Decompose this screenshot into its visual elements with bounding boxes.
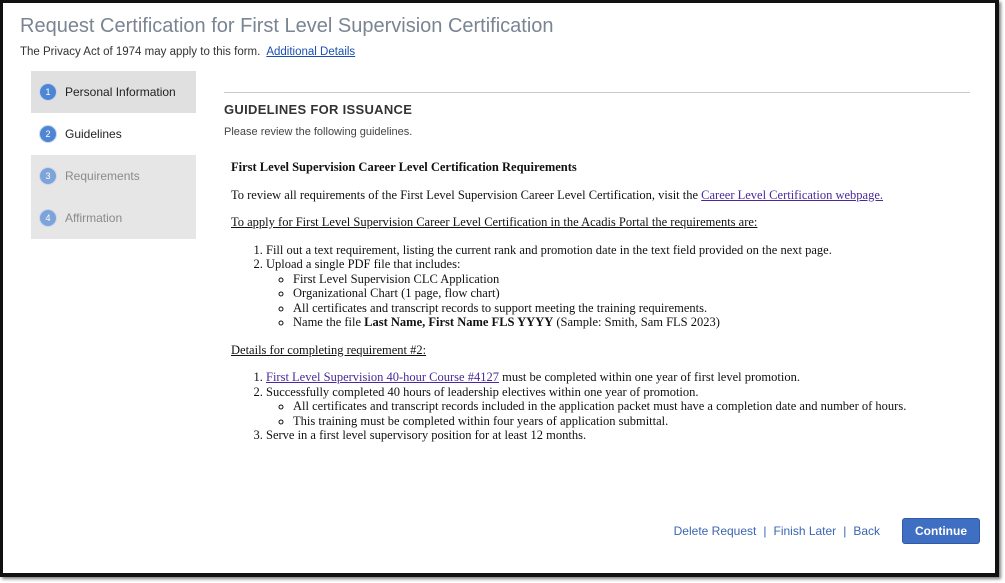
details-heading: Details for completing requirement #2: [231, 342, 427, 357]
section-divider [224, 92, 970, 93]
sub-list-item-text: Name the file [293, 315, 362, 329]
list-item [266, 428, 971, 443]
list-item-text: Serve in a first level supervisory position for at least 12 months. [266, 428, 587, 442]
file-name-format: Last Name, First Name FLS YYYY [364, 315, 554, 329]
step-number-icon: 3 [39, 167, 57, 185]
pdf-contents-list [266, 272, 971, 330]
list-item-text: must be completed within one year of first level promotion. [502, 370, 800, 384]
guidelines-content [231, 160, 971, 456]
step-number-icon: 2 [39, 125, 57, 143]
fls-course-link[interactable]: First Level Supervision 40-hour Course #4127 [266, 370, 499, 384]
list-item [266, 257, 971, 330]
list-item [266, 385, 971, 429]
details-sub-list [266, 399, 971, 428]
step-label: Personal Information [65, 85, 176, 99]
review-text: To review all requirements of the First Level Supervision Career Level Certification, visit the [231, 187, 699, 202]
apply-requirements-list [231, 243, 971, 330]
step-label: Guidelines [65, 127, 122, 141]
requirements-heading: First Level Supervision Career Level Certification Requirements [231, 160, 577, 174]
additional-details-link[interactable]: Additional Details [266, 46, 356, 58]
review-paragraph [231, 188, 971, 203]
sub-list-item: ◦ Organizational Chart (1 page, flow chart) [293, 286, 971, 301]
step-requirements[interactable] [31, 155, 196, 197]
step-label: Requirements [65, 169, 140, 183]
list-item [266, 370, 971, 385]
sub-list-item: ◦ All certificates and transcript records included in the application packet must have a completion date and number of hours. [293, 399, 971, 414]
list-item-text: Successfully completed 40 hours of leadership electives within one year of promotion. [266, 384, 699, 399]
list-item-text: Upload a single PDF file that includes: [266, 257, 461, 271]
back-link[interactable]: Back [853, 524, 880, 538]
step-label: Affirmation [65, 211, 123, 225]
sub-list-item: ◦ This training must be completed within four years of application submittal. [293, 414, 971, 429]
privacy-text: The Privacy Act of 1974 may apply to this form. [20, 46, 261, 58]
career-level-certification-link[interactable]: Career Level Certification webpage. [701, 187, 884, 202]
list-item-text: Fill out a text requirement, listing the current rank and promotion date in the text field provided on the next page. [266, 242, 832, 257]
sub-list-item [293, 315, 971, 330]
delete-request-link[interactable]: Delete Request [673, 524, 757, 538]
separator: | [843, 524, 847, 538]
step-guidelines[interactable] [31, 113, 196, 155]
step-personal-information[interactable] [31, 71, 196, 113]
continue-button[interactable]: Continue [902, 518, 980, 544]
sub-list-item-text: (Sample: Smith, Sam FLS 2023) [556, 315, 720, 329]
sub-list-item: ◦ All certificates and transcript records to support meeting the training requirements. [293, 301, 971, 316]
separator: | [763, 524, 767, 538]
list-item [266, 243, 971, 258]
details-list [231, 370, 971, 443]
page-title: Request Certification for First Level Supervision Certification [20, 15, 554, 37]
section-subtitle: Please review the following guidelines. [224, 126, 413, 138]
step-number-icon: 4 [39, 209, 57, 227]
apply-heading: To apply for First Level Supervision Career Level Certification in the Acadis Portal the requirements are: [231, 215, 758, 229]
privacy-notice [20, 46, 355, 58]
finish-later-link[interactable]: Finish Later [773, 524, 837, 538]
steps-nav [31, 71, 196, 239]
section-title: GUIDELINES FOR ISSUANCE [224, 102, 413, 117]
step-number-icon: 1 [39, 83, 57, 101]
sub-list-item: ◦ First Level Supervision CLC Application [293, 272, 971, 287]
step-affirmation[interactable] [31, 197, 196, 239]
footer-actions [674, 518, 980, 544]
